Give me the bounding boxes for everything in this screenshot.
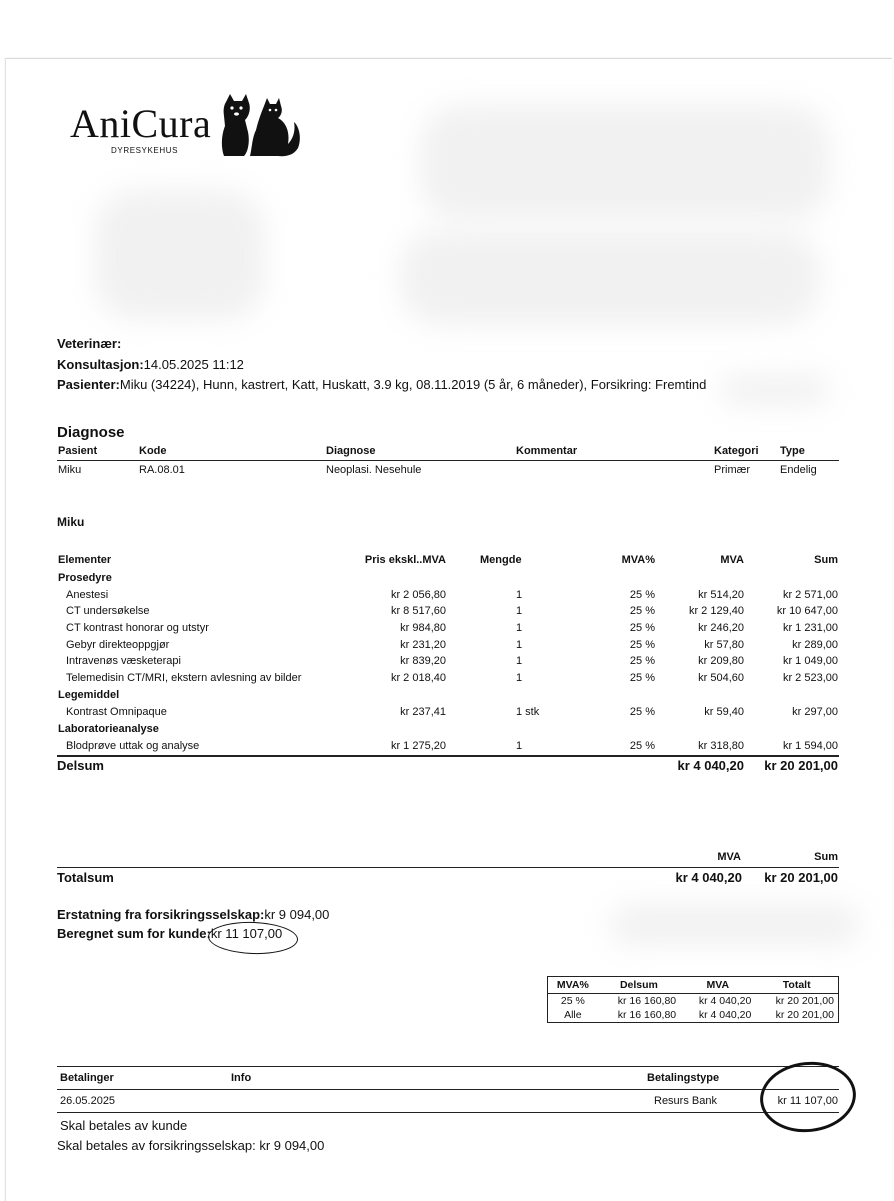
vat-cell: kr 20 201,00 [775,995,834,1007]
payments-header-betalinger: Betalinger [60,1072,114,1084]
payments-header-rule [57,1089,839,1090]
payments-header-info: Info [231,1072,252,1084]
payments-header-type: Betalingstype [647,1072,720,1084]
item-vat-pct: 25 % [629,605,655,617]
customer-amount-label: Beregnet sum for kunde: [57,926,211,941]
group-label: Legemiddel [58,689,120,701]
diagnosis-title: Diagnose [57,424,125,441]
diag-row-type: Endelig [780,464,817,476]
item-price: kr 839,20 [400,655,446,667]
item-name: Blodprøve uttak og analyse [66,740,200,752]
redacted-left-block [95,190,265,320]
item-vat: kr 57,80 [704,639,744,651]
vat-cell: kr 20 201,00 [775,1009,834,1021]
patient-line [57,376,706,394]
vat-col-delsum: Delsum [598,977,680,994]
consult-value: 14.05.2025 11:12 [143,357,244,372]
item-vat-pct: 25 % [629,740,655,752]
redacted-vet-name [720,375,830,405]
group-label: Prosedyre [58,572,112,584]
items-header-sum: Sum [814,554,838,566]
vat-cell: Alle [564,1009,582,1021]
cat-dog-logo-icon [220,92,304,158]
patient-section-title: Miku [57,515,85,529]
item-sum: kr 1 594,00 [782,740,838,752]
diag-header-kommentar: Kommentar [516,445,578,457]
item-sum: kr 2 571,00 [782,589,838,601]
item-name: CT undersøkelse [66,605,150,617]
item-qty: 1 stk [516,706,540,718]
redacted-recipient-block [400,230,820,325]
payments-top-rule [57,1066,839,1067]
vat-cell: kr 16 160,80 [617,1009,677,1021]
payments-bottom-rule [57,1112,839,1113]
item-price: kr 237,41 [400,706,446,718]
vat-cell: 25 % [560,995,585,1007]
item-vat-pct: 25 % [629,639,655,651]
diag-row-kode: RA.08.01 [139,464,185,476]
items-header-pris: Pris ekskl..MVA [364,554,446,566]
insurance-value: kr 9 094,00 [264,907,330,922]
item-sum: kr 1 049,00 [782,655,838,667]
items-header-mva: MVA [720,554,744,566]
logo-wordmark: AniCura [70,101,212,146]
item-vat-pct: 25 % [629,706,655,718]
diag-header-rule [57,460,839,461]
item-qty: 1 [516,655,523,667]
totals-vat: kr 4 040,20 [675,870,742,885]
vat-col-mva: MVA [680,977,755,994]
totals-sum-header: Sum [814,851,838,863]
item-sum: kr 10 647,00 [776,605,838,617]
insurance-line [57,906,329,924]
item-vat: kr 246,20 [698,622,744,634]
payment-type: Resurs Bank [654,1095,717,1107]
consult-label: Konsultasjon: [57,357,144,372]
patient-label: Pasienter: [57,377,120,392]
logo-subtitle: DYRESYKEHUS [111,146,179,155]
item-qty: 1 [516,740,523,752]
items-header-mva-pct: MVA% [621,554,655,566]
diag-header-type: Type [780,445,805,457]
customer-amount-value: kr 11 107,00 [210,926,283,941]
item-vat: kr 318,80 [698,740,744,752]
item-vat: kr 504,60 [698,672,744,684]
item-vat: kr 59,40 [704,706,744,718]
redacted-address-block [420,105,830,220]
item-vat-pct: 25 % [629,655,655,667]
item-name: Intravenøs væsketerapi [66,655,181,667]
item-vat-pct: 25 % [629,672,655,684]
items-header-mengde: Mengde [480,554,522,566]
item-price: kr 8 517,60 [390,605,446,617]
item-qty: 1 [516,622,523,634]
item-sum: kr 289,00 [792,639,838,651]
diag-header-kode: Kode [139,445,167,457]
vat-cell: kr 16 160,80 [617,995,677,1007]
customer-pay-note: Skal betales av kunde [60,1118,188,1133]
patient-value: Miku (34224), Hunn, kastrert, Katt, Huskatt, 3.9 kg, 08.11.2019 (5 år, 6 måneder), Forsikring: Fremtind [119,377,707,392]
subtotal-label: Delsum [57,758,104,773]
item-price: kr 231,20 [400,639,446,651]
item-vat-pct: 25 % [629,622,655,634]
item-name: Anestesi [66,589,109,601]
item-price: kr 2 056,80 [390,589,446,601]
item-price: kr 2 018,40 [390,672,446,684]
item-name: Telemedisin CT/MRI, ekstern avlesning av bilder [66,672,302,684]
diag-header-kategori: Kategori [714,445,759,457]
insurance-label: Erstatning fra forsikringsselskap: [57,907,265,922]
item-vat-pct: 25 % [629,589,655,601]
vat-col-totalt: Totalt [755,977,838,994]
item-vat: kr 209,80 [698,655,744,667]
item-qty: 1 [516,589,523,601]
vat-cell: kr 4 040,20 [698,995,752,1007]
item-qty: 1 [516,605,523,617]
diag-row-pasient: Miku [58,464,82,476]
subtotal-vat: kr 4 040,20 [677,758,744,773]
vat-col-pct: MVA% [548,977,598,994]
item-sum: kr 297,00 [792,706,838,718]
totals-sum: kr 20 201,00 [764,870,838,885]
item-vat: kr 2 129,40 [688,605,744,617]
totals-mva-header: MVA [717,851,741,863]
vat-cell: kr 4 040,20 [698,1009,752,1021]
vet-label: Veterinær: [57,336,122,351]
subtotal-rule [57,755,839,757]
item-qty: 1 [516,672,523,684]
group-label: Laboratorieanalyse [58,723,159,735]
totals-label: Totalsum [57,870,114,885]
redacted-customer-info [610,905,860,945]
vat-summary-table [547,976,839,1023]
item-price: kr 984,80 [400,622,446,634]
payment-date: 26.05.2025 [60,1095,116,1107]
consult-line [57,356,244,374]
diag-row-kategori: Primær [714,464,751,476]
vat-table-header-row [548,977,839,994]
diag-row-diagnose: Neoplasi. Nesehule [326,464,422,476]
insurer-pay-note: Skal betales av forsikringsselskap: kr 9 094,00 [57,1138,325,1153]
item-qty: 1 [516,639,523,651]
table-row [548,1008,839,1023]
item-name: Gebyr direkteoppgjør [66,639,170,651]
diag-header-pasient: Pasient [58,445,98,457]
items-header-elementer: Elementer [58,554,112,566]
subtotal-sum: kr 20 201,00 [764,758,838,773]
item-vat: kr 514,20 [698,589,744,601]
item-sum: kr 2 523,00 [782,672,838,684]
diag-header-diagnose: Diagnose [326,445,376,457]
item-name: CT kontrast honorar og utstyr [66,622,209,634]
item-price: kr 1 275,20 [390,740,446,752]
payment-amount: kr 11 107,00 [777,1095,838,1107]
item-sum: kr 1 231,00 [782,622,838,634]
totals-rule [57,867,839,868]
table-row [548,994,839,1009]
item-name: Kontrast Omnipaque [66,706,167,718]
